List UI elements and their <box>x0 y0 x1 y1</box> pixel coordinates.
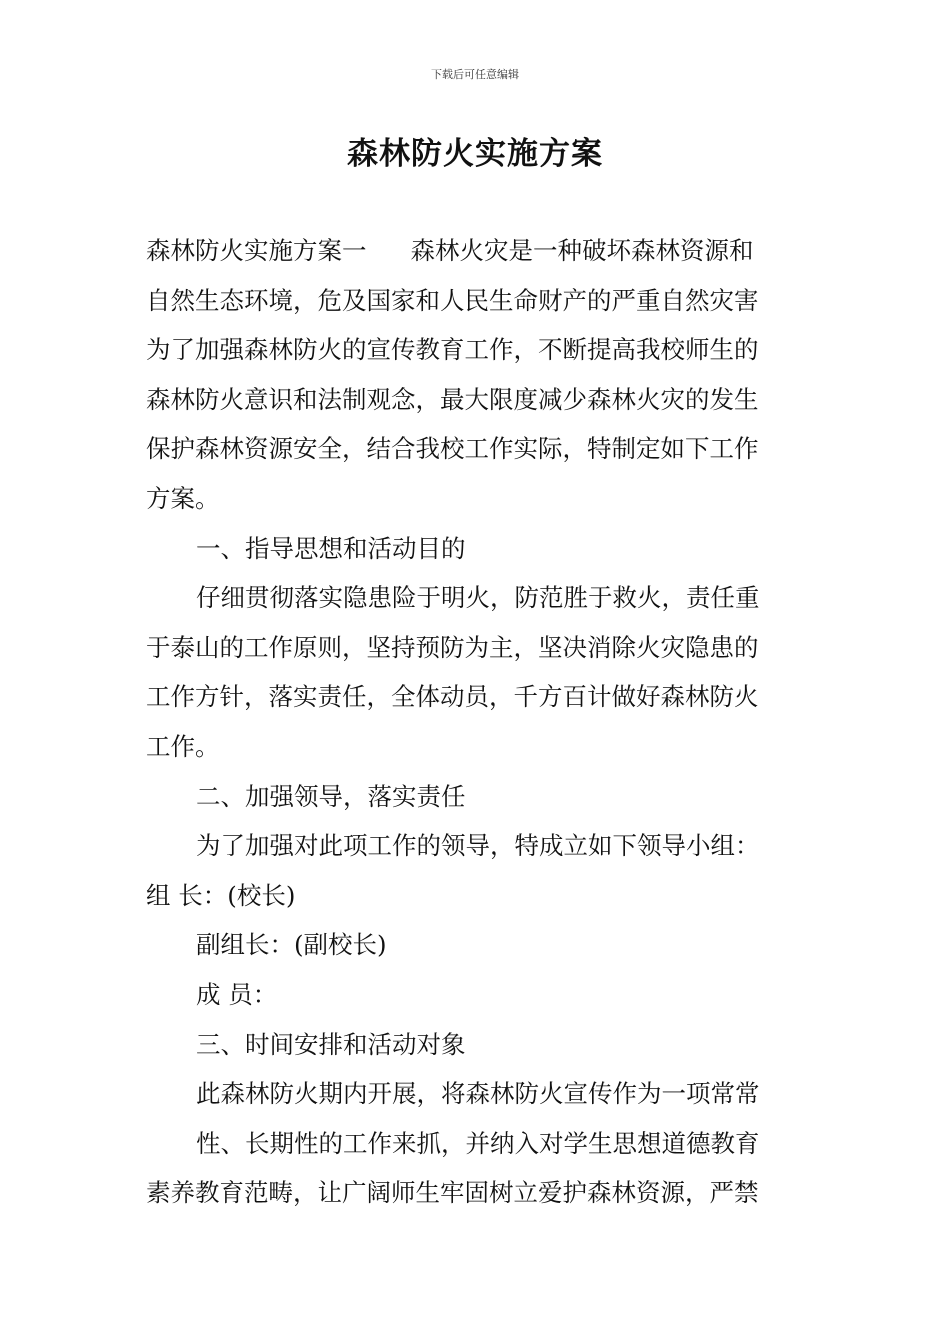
body-line: 方案。 <box>146 483 220 513</box>
section-heading-inline: 森林防火实施方案一 <box>146 236 367 265</box>
body-line: 此森林防火期内开展，将森林防火宣传作为一项常常 <box>196 1079 760 1109</box>
body-line: 组 长：(校长) <box>146 880 296 910</box>
body-line: 成 员： <box>196 979 278 1009</box>
section-heading: 一、指导思想和活动目的 <box>196 533 466 563</box>
document-body <box>146 226 826 1218</box>
body-text-inline: 森林火灾是一种破坏森林资源和 <box>410 236 754 265</box>
body-line <box>146 226 826 276</box>
body-line: 素养教育范畴，让广阔师生牢固树立爱护森林资源，严禁 <box>146 1178 759 1208</box>
body-line: 自然生态环境，危及国家和人民生命财产的严重自然灾害 <box>146 285 759 315</box>
body-line: 保护森林资源安全，结合我校工作实际，特制定如下工作 <box>146 434 759 464</box>
header-note: 下载后可任意编辑 <box>431 68 519 81</box>
body-line: 为了加强森林防火的宣传教育工作，不断提高我校师生的 <box>146 335 759 365</box>
body-line: 为了加强对此项工作的领导，特成立如下领导小组： <box>196 831 760 861</box>
body-line: 于泰山的工作原则，坚持预防为主，坚决消除火灾隐患的 <box>146 632 759 662</box>
section-heading: 二、加强领导，落实责任 <box>196 781 466 811</box>
body-line: 仔细贯彻落实隐患险于明火，防范胜于救火，责任重 <box>196 583 760 613</box>
body-line: 工作方针，落实责任，全体动员，千方百计做好森林防火 <box>146 682 759 712</box>
body-line: 副组长：(副校长) <box>196 930 387 960</box>
body-line: 森林防火意识和法制观念，最大限度减少森林火灾的发生 <box>146 384 759 414</box>
section-heading: 三、时间安排和活动对象 <box>196 1029 466 1059</box>
document-title: 森林防火实施方案 <box>347 136 603 172</box>
body-line: 工作。 <box>146 731 220 761</box>
body-line: 性、长期性的工作来抓，并纳入对学生思想道德教育 <box>196 1128 760 1158</box>
